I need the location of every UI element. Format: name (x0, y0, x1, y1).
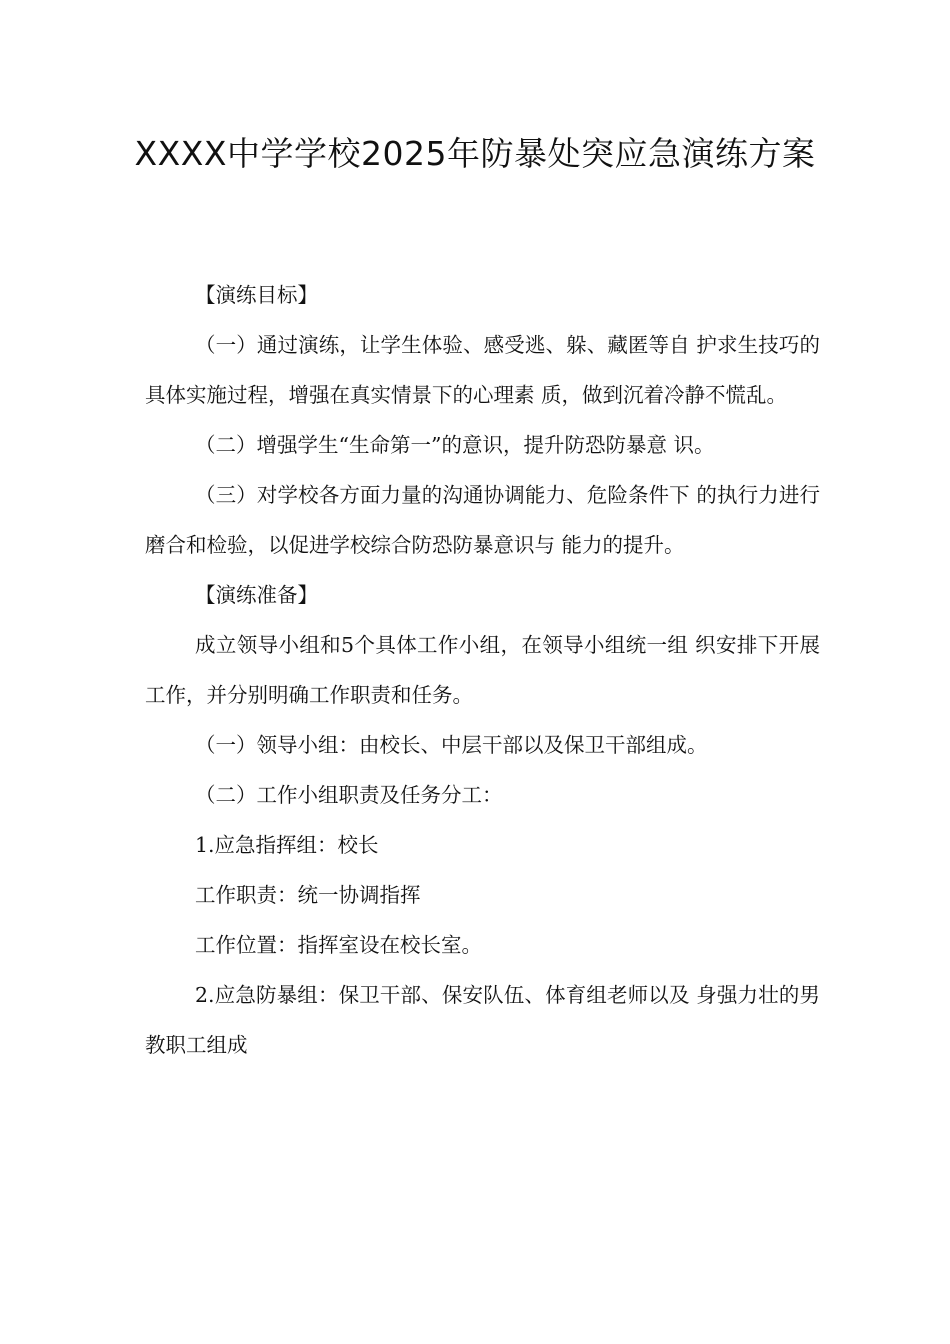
paragraph-goal-2: （二）增强学生“生命第一”的意识，提升防恐防暴意 识。 (195, 433, 715, 457)
paragraph-goal-1: （一）通过演练，让学生体验、感受逃、躲、藏匿等自 护求生技巧的具体实施过程，增强在真实情景下的心理素 质，做到沉着冷静不慌乱。 (145, 333, 820, 407)
paragraph-goal-3: （三）对学校各方面力量的沟通协调能力、危险条件下 的执行力进行磨合和检验，以促进学校综合防恐防暴意识与 能力的提升。 (145, 483, 820, 557)
paragraph-leadership-group: （一）领导小组：由校长、中层干部以及保卫干部组成。 (195, 733, 708, 757)
paragraph-command-location: 工作位置：指挥室设在校长室。 (195, 933, 482, 957)
section-heading-drill-preparation: 【演练准备】 (195, 583, 318, 607)
section-heading-drill-goals: 【演练目标】 (195, 283, 318, 307)
document-title: XXXX中学学校2025年防暴处突应急演练方案 (134, 134, 816, 173)
document-body (145, 270, 820, 1070)
paragraph-command-duty: 工作职责：统一协调指挥 (195, 883, 421, 907)
paragraph-anti-riot-group: 2.应急防暴组：保卫干部、保安队伍、体育组老师以及 身强力壮的男教职工组成 (145, 983, 820, 1057)
paragraph-work-groups: （二）工作小组职责及任务分工： (195, 783, 503, 807)
paragraph-command-group: 1.应急指挥组：校长 (195, 833, 379, 857)
paragraph-preparation-intro: 成立领导小组和5个具体工作小组，在领导小组统一组 织安排下开展工作，并分别明确工作职责和任务。 (145, 633, 820, 707)
